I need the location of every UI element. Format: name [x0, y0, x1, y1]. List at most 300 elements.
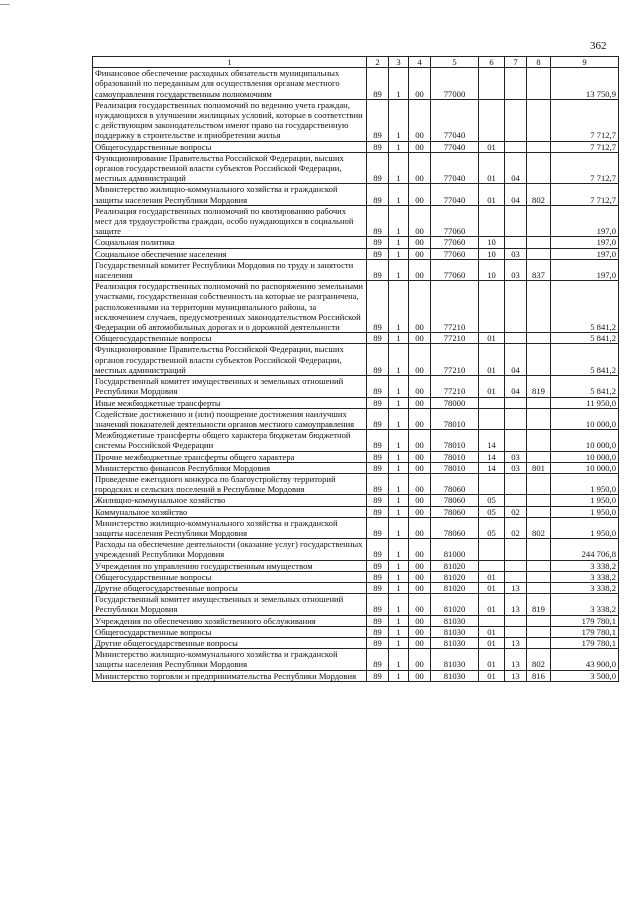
cell-amount: 7 712,7 [551, 184, 619, 205]
cell-description: Общегосударственные вопросы [93, 333, 367, 344]
cell-description: Реализация государственных полномочий по ведению учета граждан, нуждающихся в улучшении жилищных условий, которые в соответствии с действующим законодательством имеют право на государственную поддержку в строительстве и приобретении жилья [93, 99, 367, 141]
cell-description: Финансовое обеспечение расходных обязательств муниципальных образований по переданным для осуществления органам местного самоуправления государственным полномочиям [93, 68, 367, 100]
cell-section: 10 [479, 248, 505, 259]
column-header-5: 5 [431, 57, 479, 68]
cell-subsection: 04 [505, 184, 527, 205]
cell-section [479, 397, 505, 408]
cell-code-2: 89 [367, 670, 389, 681]
table-row [93, 451, 619, 462]
cell-code-4: 00 [409, 184, 431, 205]
cell-department: 802 [527, 184, 551, 205]
cell-target-article: 78000 [431, 397, 479, 408]
table-row [93, 141, 619, 152]
table-row [93, 99, 619, 141]
table-row [93, 205, 619, 237]
cell-section: 01 [479, 184, 505, 205]
cell-description: Иные межбюджетные трансферты [93, 397, 367, 408]
cell-code-4: 00 [409, 594, 431, 615]
table-row [93, 397, 619, 408]
cell-description: Прочие межбюджетные трансферты общего характера [93, 451, 367, 462]
cell-department [527, 582, 551, 593]
table-body [93, 68, 619, 682]
cell-amount: 197,0 [551, 205, 619, 237]
cell-target-article: 77210 [431, 281, 479, 333]
column-header-9: 9 [551, 57, 619, 68]
cell-department [527, 237, 551, 248]
cell-code-3: 1 [389, 594, 409, 615]
cell-department [527, 637, 551, 648]
cell-section [479, 205, 505, 237]
cell-code-3: 1 [389, 99, 409, 141]
cell-amount: 5 841,2 [551, 344, 619, 376]
cell-target-article: 77040 [431, 141, 479, 152]
cell-code-2: 89 [367, 462, 389, 473]
cell-department [527, 408, 551, 429]
cell-target-article: 77060 [431, 237, 479, 248]
cell-amount: 13 750,9 [551, 68, 619, 100]
cell-code-4: 00 [409, 462, 431, 473]
cell-target-article: 78010 [431, 430, 479, 451]
cell-department: 819 [527, 594, 551, 615]
cell-amount: 1 950,0 [551, 506, 619, 517]
cell-subsection [505, 430, 527, 451]
cell-subsection: 13 [505, 670, 527, 681]
cell-code-2: 89 [367, 539, 389, 560]
column-header-4: 4 [409, 57, 431, 68]
cell-code-4: 00 [409, 397, 431, 408]
cell-code-3: 1 [389, 649, 409, 670]
cell-code-4: 00 [409, 248, 431, 259]
table-row [93, 408, 619, 429]
cell-amount: 197,0 [551, 248, 619, 259]
cell-section: 01 [479, 582, 505, 593]
cell-section: 01 [479, 637, 505, 648]
cell-description: Проведение ежегодного конкурса по благоустройству территорий городских и сельских поселений в Республике Мордовия [93, 473, 367, 494]
cell-amount: 197,0 [551, 259, 619, 280]
cell-target-article: 77040 [431, 184, 479, 205]
cell-amount: 3 338,2 [551, 571, 619, 582]
column-header-6: 6 [479, 57, 505, 68]
cell-subsection [505, 237, 527, 248]
cell-description: Государственный комитет имущественных и земельных отношений Республики Мордовия [93, 376, 367, 397]
cell-target-article: 78010 [431, 451, 479, 462]
cell-target-article: 77040 [431, 152, 479, 184]
cell-subsection [505, 626, 527, 637]
cell-amount: 1 950,0 [551, 517, 619, 538]
cell-section: 01 [479, 670, 505, 681]
cell-description: Социальное обеспечение населения [93, 248, 367, 259]
cell-code-4: 00 [409, 539, 431, 560]
cell-subsection: 03 [505, 462, 527, 473]
cell-amount: 5 841,2 [551, 333, 619, 344]
cell-target-article: 78010 [431, 408, 479, 429]
cell-subsection: 04 [505, 376, 527, 397]
cell-section: 05 [479, 495, 505, 506]
cell-subsection: 03 [505, 259, 527, 280]
table-row [93, 495, 619, 506]
cell-target-article: 81030 [431, 649, 479, 670]
cell-code-3: 1 [389, 430, 409, 451]
table-row [93, 571, 619, 582]
cell-subsection [505, 141, 527, 152]
cell-amount: 7 712,7 [551, 99, 619, 141]
cell-code-2: 89 [367, 344, 389, 376]
cell-subsection [505, 68, 527, 100]
cell-amount: 179 780,1 [551, 626, 619, 637]
cell-code-3: 1 [389, 495, 409, 506]
cell-code-3: 1 [389, 141, 409, 152]
cell-subsection [505, 205, 527, 237]
cell-code-4: 00 [409, 571, 431, 582]
cell-code-2: 89 [367, 571, 389, 582]
cell-section: 01 [479, 152, 505, 184]
cell-amount: 1 950,0 [551, 495, 619, 506]
cell-department [527, 626, 551, 637]
cell-code-4: 00 [409, 237, 431, 248]
cell-description: Общегосударственные вопросы [93, 626, 367, 637]
cell-department: 802 [527, 649, 551, 670]
cell-section: 05 [479, 506, 505, 517]
table-row [93, 344, 619, 376]
cell-department [527, 495, 551, 506]
cell-code-4: 00 [409, 141, 431, 152]
cell-code-4: 00 [409, 333, 431, 344]
cell-code-2: 89 [367, 99, 389, 141]
cell-code-2: 89 [367, 626, 389, 637]
cell-subsection [505, 333, 527, 344]
cell-code-3: 1 [389, 376, 409, 397]
table-row [93, 594, 619, 615]
cell-section [479, 560, 505, 571]
cell-department [527, 333, 551, 344]
cell-target-article: 81020 [431, 582, 479, 593]
cell-code-2: 89 [367, 594, 389, 615]
cell-code-4: 00 [409, 626, 431, 637]
cell-code-3: 1 [389, 248, 409, 259]
cell-code-2: 89 [367, 430, 389, 451]
cell-code-3: 1 [389, 344, 409, 376]
cell-section: 01 [479, 571, 505, 582]
cell-code-3: 1 [389, 152, 409, 184]
cell-description: Государственный комитет Республики Мордовия по труду и занятости населения [93, 259, 367, 280]
cell-code-2: 89 [367, 68, 389, 100]
cell-department: 802 [527, 517, 551, 538]
cell-amount: 3 338,2 [551, 582, 619, 593]
cell-department: 801 [527, 462, 551, 473]
cell-subsection: 02 [505, 506, 527, 517]
cell-amount: 5 841,2 [551, 376, 619, 397]
cell-section: 01 [479, 594, 505, 615]
cell-subsection: 02 [505, 517, 527, 538]
cell-target-article: 81030 [431, 670, 479, 681]
cell-target-article: 78060 [431, 506, 479, 517]
cell-subsection [505, 397, 527, 408]
cell-description: Другие общегосударственные вопросы [93, 582, 367, 593]
cell-code-4: 00 [409, 637, 431, 648]
cell-target-article: 81020 [431, 571, 479, 582]
cell-code-4: 00 [409, 205, 431, 237]
cell-section: 14 [479, 430, 505, 451]
cell-subsection: 03 [505, 451, 527, 462]
table-row [93, 649, 619, 670]
cell-amount: 7 712,7 [551, 152, 619, 184]
cell-section: 01 [479, 626, 505, 637]
cell-subsection: 13 [505, 582, 527, 593]
cell-department [527, 473, 551, 494]
table-row [93, 517, 619, 538]
column-header-7: 7 [505, 57, 527, 68]
cell-code-3: 1 [389, 205, 409, 237]
cell-code-4: 00 [409, 670, 431, 681]
cell-section: 01 [479, 649, 505, 670]
cell-amount: 244 706,8 [551, 539, 619, 560]
column-header-3: 3 [389, 57, 409, 68]
cell-subsection: 13 [505, 594, 527, 615]
cell-description: Функционирование Правительства Российской Федерации, высших органов государственной власти субъектов Российской Федерации, местных администраций [93, 344, 367, 376]
cell-code-4: 00 [409, 68, 431, 100]
table-header [93, 57, 619, 68]
cell-target-article: 78060 [431, 473, 479, 494]
cell-section: 01 [479, 376, 505, 397]
cell-code-3: 1 [389, 571, 409, 582]
cell-department [527, 152, 551, 184]
cell-code-3: 1 [389, 637, 409, 648]
table-row [93, 670, 619, 681]
cell-amount: 10 000,0 [551, 430, 619, 451]
cell-code-3: 1 [389, 451, 409, 462]
cell-department [527, 397, 551, 408]
cell-code-3: 1 [389, 670, 409, 681]
cell-department: 837 [527, 259, 551, 280]
table-row [93, 281, 619, 333]
cell-section [479, 68, 505, 100]
cell-target-article: 77210 [431, 333, 479, 344]
table-row [93, 152, 619, 184]
cell-description: Другие общегосударственные вопросы [93, 637, 367, 648]
cell-department [527, 141, 551, 152]
cell-section: 10 [479, 259, 505, 280]
cell-section [479, 281, 505, 333]
cell-amount: 197,0 [551, 237, 619, 248]
cell-code-2: 89 [367, 560, 389, 571]
cell-amount: 10 000,0 [551, 451, 619, 462]
cell-subsection: 04 [505, 344, 527, 376]
table-row [93, 237, 619, 248]
cell-target-article: 81030 [431, 615, 479, 626]
cell-department [527, 99, 551, 141]
cell-code-4: 00 [409, 649, 431, 670]
table-row [93, 560, 619, 571]
cell-target-article: 78060 [431, 495, 479, 506]
cell-code-4: 00 [409, 473, 431, 494]
cell-section [479, 615, 505, 626]
column-header-2: 2 [367, 57, 389, 68]
table-row [93, 184, 619, 205]
cell-code-2: 89 [367, 152, 389, 184]
cell-subsection [505, 560, 527, 571]
cell-code-2: 89 [367, 649, 389, 670]
cell-code-2: 89 [367, 248, 389, 259]
cell-code-3: 1 [389, 517, 409, 538]
cell-department [527, 205, 551, 237]
table-row [93, 615, 619, 626]
table-row [93, 68, 619, 100]
table-row [93, 637, 619, 648]
cell-subsection [505, 539, 527, 560]
cell-description: Общегосударственные вопросы [93, 571, 367, 582]
cell-code-2: 89 [367, 637, 389, 648]
cell-code-2: 89 [367, 582, 389, 593]
cell-target-article: 81020 [431, 594, 479, 615]
budget-table [92, 56, 619, 682]
cell-code-2: 89 [367, 184, 389, 205]
cell-code-3: 1 [389, 615, 409, 626]
cell-section [479, 408, 505, 429]
cell-description: Министерство жилищно-коммунального хозяйства и гражданской защиты населения Республики Мордовия [93, 649, 367, 670]
cell-section: 10 [479, 237, 505, 248]
cell-code-2: 89 [367, 237, 389, 248]
cell-subsection: 03 [505, 248, 527, 259]
cell-department: 819 [527, 376, 551, 397]
cell-subsection [505, 473, 527, 494]
corner-mark [0, 0, 10, 5]
cell-description: Государственный комитет имущественных и земельных отношений Республики Мордовия [93, 594, 367, 615]
cell-code-3: 1 [389, 626, 409, 637]
cell-code-2: 89 [367, 517, 389, 538]
cell-section: 01 [479, 333, 505, 344]
cell-description: Реализация государственных полномочий по распоряжению земельными участками, государственная собственность на которые не разграничена, расположенными на территории муниципального района, за исключением случаев, предусмотренных законодательством Российской Федерации об автомобильных дорогах и о дорожной деятельности [93, 281, 367, 333]
cell-target-article: 77060 [431, 205, 479, 237]
cell-description: Министерство финансов Республики Мордовия [93, 462, 367, 473]
cell-code-3: 1 [389, 408, 409, 429]
cell-amount: 3 500,0 [551, 670, 619, 681]
cell-amount: 179 780,1 [551, 637, 619, 648]
cell-code-2: 89 [367, 376, 389, 397]
cell-department [527, 560, 551, 571]
cell-code-3: 1 [389, 473, 409, 494]
cell-subsection: 13 [505, 637, 527, 648]
cell-description: Министерство жилищно-коммунального хозяйства и гражданской защиты населения Республики Мордовия [93, 184, 367, 205]
cell-code-2: 89 [367, 615, 389, 626]
cell-code-3: 1 [389, 539, 409, 560]
cell-section: 14 [479, 462, 505, 473]
cell-description: Жилищно-коммунальное хозяйство [93, 495, 367, 506]
cell-code-2: 89 [367, 141, 389, 152]
cell-code-2: 89 [367, 281, 389, 333]
cell-code-4: 00 [409, 582, 431, 593]
cell-amount: 10 000,0 [551, 408, 619, 429]
cell-code-4: 00 [409, 615, 431, 626]
page-number: 362 [590, 40, 607, 52]
cell-section: 14 [479, 451, 505, 462]
cell-code-3: 1 [389, 259, 409, 280]
table-row [93, 626, 619, 637]
cell-subsection [505, 408, 527, 429]
cell-description: Социальная политика [93, 237, 367, 248]
cell-target-article: 77210 [431, 376, 479, 397]
cell-subsection: 13 [505, 649, 527, 670]
cell-code-2: 89 [367, 259, 389, 280]
table-row [93, 376, 619, 397]
table-row [93, 582, 619, 593]
cell-amount: 3 338,2 [551, 594, 619, 615]
cell-amount: 179 780,1 [551, 615, 619, 626]
cell-code-3: 1 [389, 397, 409, 408]
cell-section: 01 [479, 344, 505, 376]
cell-amount: 5 841,2 [551, 281, 619, 333]
cell-description: Министерство торговли и предпринимательства Республики Мордовия [93, 670, 367, 681]
cell-description: Коммунальное хозяйство [93, 506, 367, 517]
cell-description: Расходы на обеспечение деятельности (оказание услуг) государственных учреждений Республики Мордовия [93, 539, 367, 560]
cell-description: Межбюджетные трансферты общего характера бюджетам бюджетной системы Российской Федерации [93, 430, 367, 451]
cell-amount: 11 950,0 [551, 397, 619, 408]
cell-target-article: 77040 [431, 99, 479, 141]
cell-code-4: 00 [409, 495, 431, 506]
cell-target-article: 81000 [431, 539, 479, 560]
cell-department [527, 248, 551, 259]
cell-section: 01 [479, 141, 505, 152]
cell-code-4: 00 [409, 376, 431, 397]
cell-code-3: 1 [389, 506, 409, 517]
cell-amount: 10 000,0 [551, 462, 619, 473]
cell-department [527, 281, 551, 333]
cell-description: Министерство жилищно-коммунального хозяйства и гражданской защиты населения Республики Мордовия [93, 517, 367, 538]
cell-target-article: 78060 [431, 517, 479, 538]
cell-code-3: 1 [389, 281, 409, 333]
table-row [93, 333, 619, 344]
cell-description: Учреждения по управлению государственным имуществом [93, 560, 367, 571]
table-row [93, 506, 619, 517]
table-row [93, 462, 619, 473]
cell-code-4: 00 [409, 99, 431, 141]
cell-subsection: 04 [505, 152, 527, 184]
cell-subsection [505, 571, 527, 582]
cell-code-3: 1 [389, 582, 409, 593]
cell-amount: 7 712,7 [551, 141, 619, 152]
cell-section [479, 539, 505, 560]
column-header-1: 1 [93, 57, 367, 68]
cell-code-4: 00 [409, 506, 431, 517]
cell-target-article: 81030 [431, 637, 479, 648]
cell-target-article: 77060 [431, 259, 479, 280]
cell-target-article: 77000 [431, 68, 479, 100]
cell-department [527, 506, 551, 517]
cell-department [527, 615, 551, 626]
cell-amount: 3 338,2 [551, 560, 619, 571]
cell-description: Учреждения по обеспечению хозяйственного обслуживания [93, 615, 367, 626]
table-row [93, 473, 619, 494]
cell-description: Содействие достижению и (или) поощрение достижения наилучших значений показателей деятельности органов местного самоуправления [93, 408, 367, 429]
table-row [93, 248, 619, 259]
cell-department [527, 571, 551, 582]
cell-target-article: 81030 [431, 626, 479, 637]
cell-code-4: 00 [409, 259, 431, 280]
cell-department: 816 [527, 670, 551, 681]
cell-code-4: 00 [409, 560, 431, 571]
cell-code-2: 89 [367, 495, 389, 506]
cell-department [527, 68, 551, 100]
cell-subsection [505, 495, 527, 506]
cell-amount: 1 950,0 [551, 473, 619, 494]
cell-section [479, 473, 505, 494]
cell-code-3: 1 [389, 184, 409, 205]
cell-target-article: 77060 [431, 248, 479, 259]
cell-code-3: 1 [389, 237, 409, 248]
cell-subsection [505, 99, 527, 141]
header-row [93, 57, 619, 68]
table-row [93, 259, 619, 280]
cell-department [527, 430, 551, 451]
